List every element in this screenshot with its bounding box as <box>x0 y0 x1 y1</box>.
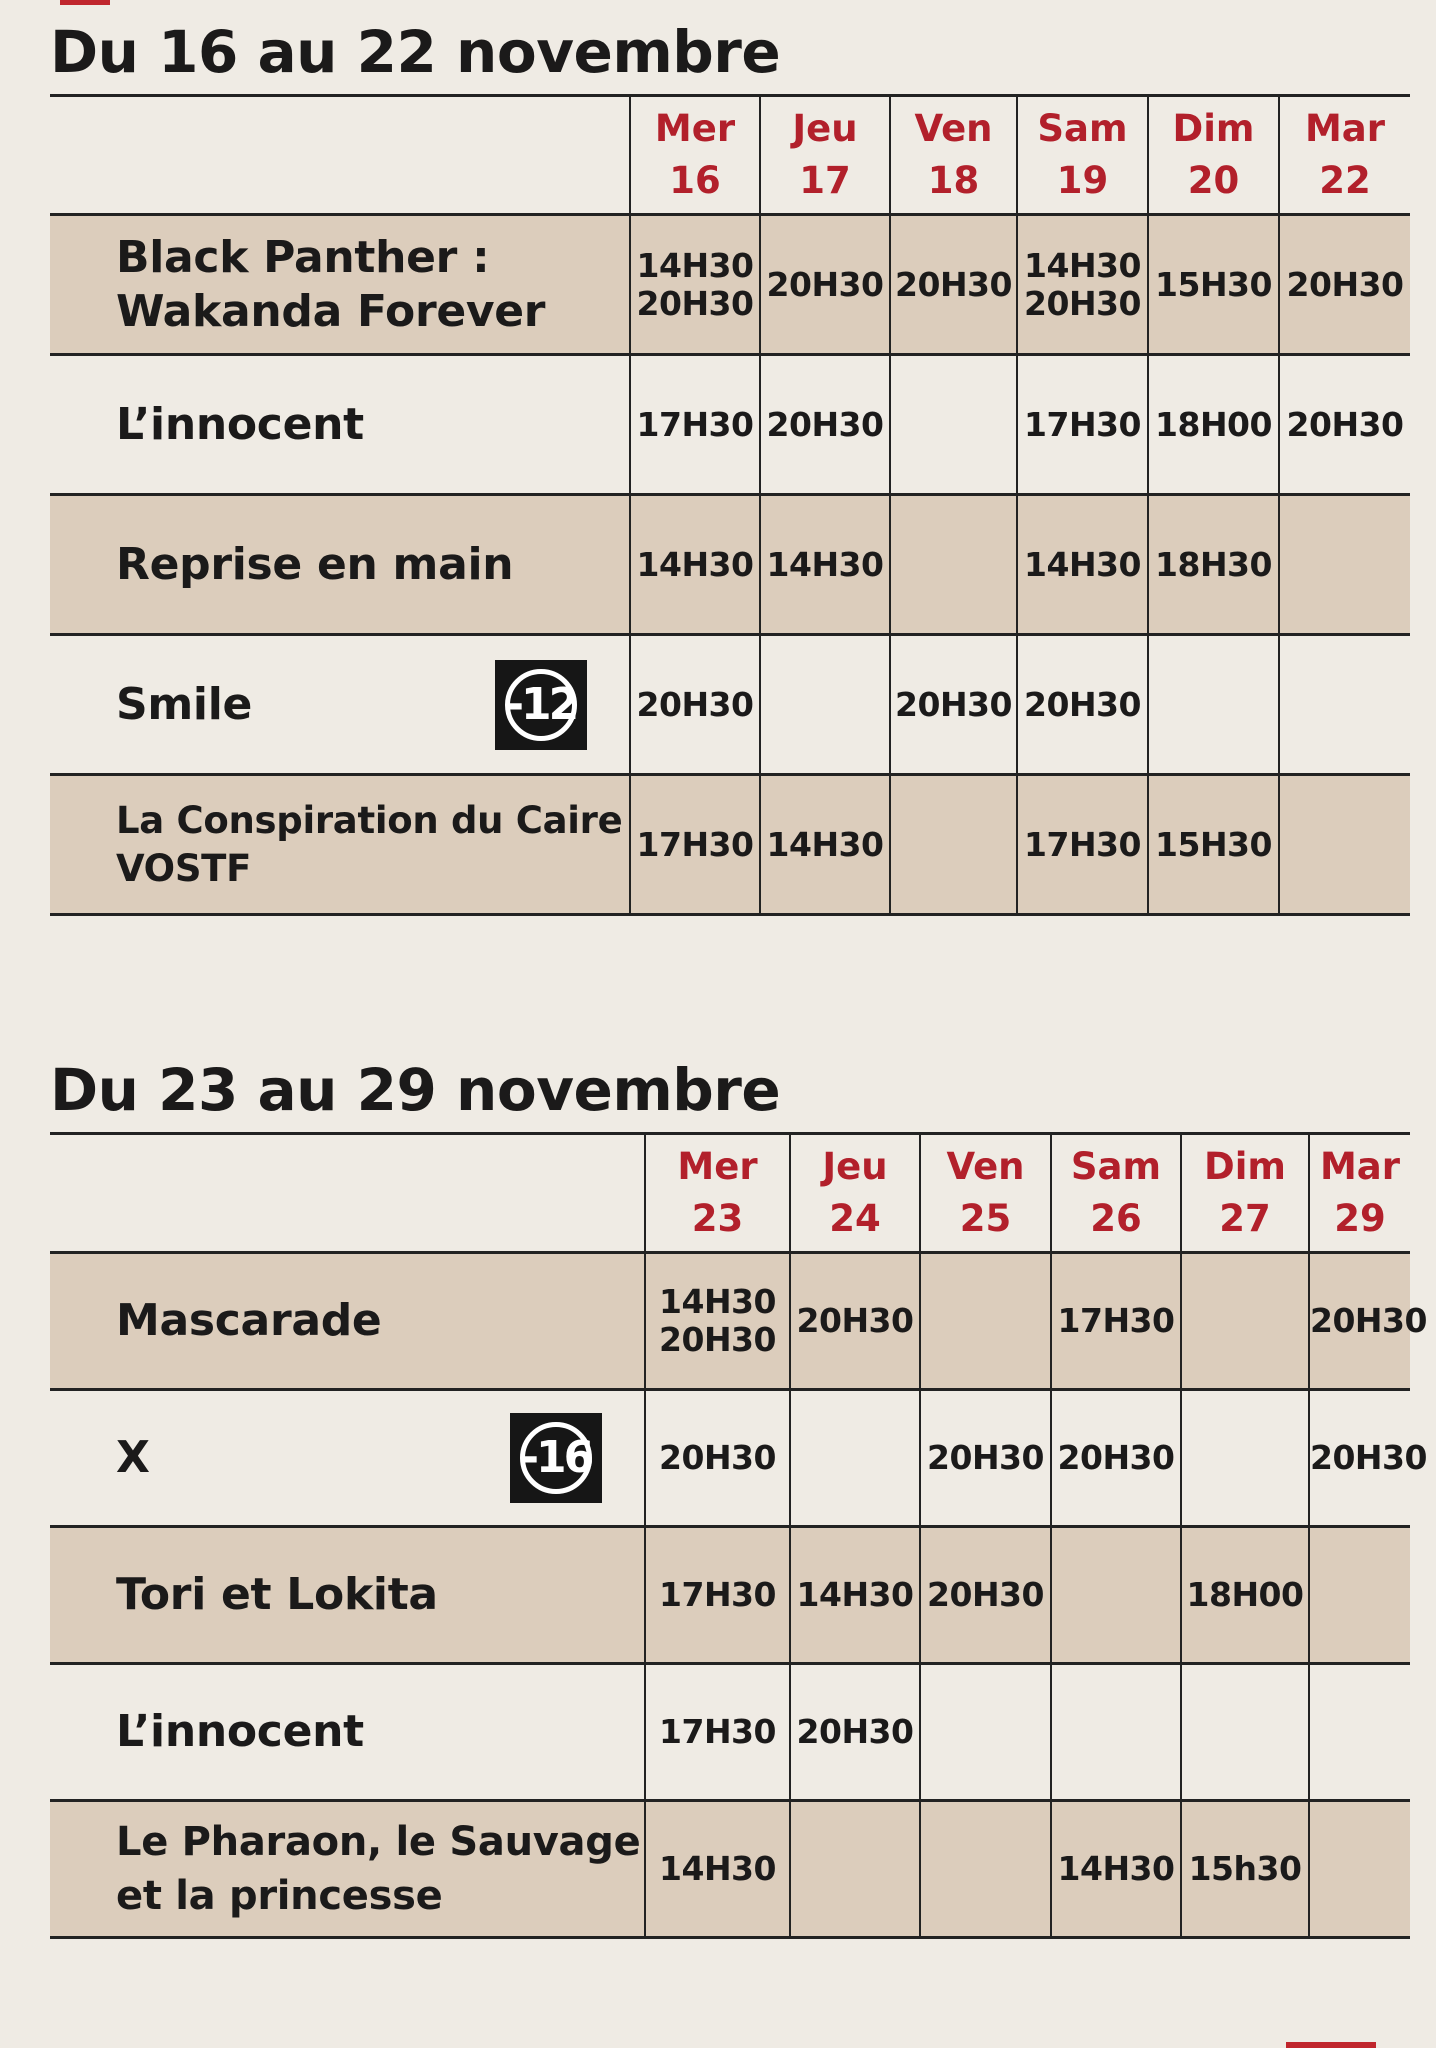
showtime-cell: 17H30 <box>645 1664 790 1801</box>
showtime-cell <box>920 1664 1051 1801</box>
showtime-cell <box>1181 1253 1309 1390</box>
day-number: 20 <box>1187 159 1240 202</box>
showtime-cell <box>890 355 1017 495</box>
showtime-cell <box>1309 1664 1410 1801</box>
film-title-line: VOSTF <box>116 846 252 890</box>
film-row <box>50 1390 1410 1527</box>
age-rating-badge <box>510 1413 602 1503</box>
day-header <box>1279 96 1410 215</box>
film-title-line: Wakanda Forever <box>116 285 546 337</box>
film-title: Mascarade <box>50 1253 645 1390</box>
showtime-cell <box>920 1253 1051 1390</box>
film-row <box>50 635 1410 775</box>
showtime-cell: 14H30 <box>1051 1801 1181 1938</box>
film-row <box>50 215 1410 355</box>
day-header <box>1017 96 1148 215</box>
showtime-cell <box>790 1801 920 1938</box>
day-number: 23 <box>691 1197 744 1240</box>
showtime-cell: 20H30 <box>1309 1253 1410 1390</box>
film-title: L’innocent <box>50 355 630 495</box>
showtime-cell: 20H30 <box>630 635 760 775</box>
week-section-2 <box>50 1048 1430 1939</box>
film-row <box>50 495 1410 635</box>
showtime-cell <box>1279 635 1410 775</box>
header-corner <box>50 96 630 215</box>
film-title: Reprise en main <box>50 495 630 635</box>
showtime-cell: 14H30 20H30 <box>1017 215 1148 355</box>
film-title: L’innocent <box>50 1664 645 1801</box>
showtime-cell: 20H30 <box>790 1253 920 1390</box>
age-rating-badge <box>495 660 587 750</box>
day-name: Ven <box>914 107 993 150</box>
day-name: Sam <box>1070 1145 1162 1188</box>
showtime-cell <box>1051 1527 1181 1664</box>
day-header <box>1148 96 1279 215</box>
showtime-cell <box>1279 775 1410 915</box>
showtime-cell <box>890 495 1017 635</box>
showtime-cell: 14H30 <box>645 1801 790 1938</box>
film-title-line: La Conspiration du Caire <box>116 798 623 842</box>
day-name: Mar <box>1304 107 1386 150</box>
film-title: Tori et Lokita <box>50 1527 645 1664</box>
week-section-1 <box>50 10 1430 916</box>
film-title <box>50 215 630 355</box>
showtime-cell: 15H30 <box>1148 775 1279 915</box>
day-name: Dim <box>1172 107 1255 150</box>
showtime-cell: 20H30 <box>890 215 1017 355</box>
day-name: Dim <box>1204 1145 1286 1188</box>
showtime-cell: 14H30 <box>760 775 890 915</box>
showtime-cell: 14H30 <box>760 495 890 635</box>
day-name: Sam <box>1037 107 1128 150</box>
showtime-cell: 20H30 <box>890 635 1017 775</box>
day-name: Mer <box>677 1145 758 1188</box>
week-title: Du 16 au 22 novembre <box>50 18 781 86</box>
schedule-table <box>50 94 1410 916</box>
film-title-line: et la princesse <box>116 1873 443 1919</box>
showtime-cell: 20H30 <box>790 1664 920 1801</box>
showtime-cell <box>790 1390 920 1527</box>
showtime-cell <box>1309 1801 1410 1938</box>
day-header <box>1181 1134 1309 1253</box>
showtime-cell <box>890 775 1017 915</box>
film-title-line: Black Panther : <box>116 231 490 283</box>
day-header <box>630 96 760 215</box>
showtime-cell: 17H30 <box>630 775 760 915</box>
showtime-cell: 17H30 <box>630 355 760 495</box>
film-title-line: Le Pharaon, le Sauvage <box>116 1819 641 1865</box>
showtime-cell: 14H30 20H30 <box>645 1253 790 1390</box>
showtime-cell: 20H30 <box>1279 355 1410 495</box>
showtime-cell: 20H30 <box>760 215 890 355</box>
header-corner <box>50 1134 645 1253</box>
showtime-cell: 20H30 <box>920 1390 1051 1527</box>
day-header <box>760 96 890 215</box>
showtime-cell: 14H30 <box>1017 495 1148 635</box>
film-title-line: Smile <box>116 678 253 730</box>
day-number: 24 <box>829 1197 881 1240</box>
showtime-cell: 18H30 <box>1148 495 1279 635</box>
showtime-cell: 14H30 <box>790 1527 920 1664</box>
showtime-cell: 20H30 <box>1051 1390 1181 1527</box>
showtime-cell <box>1279 495 1410 635</box>
showtime-cell <box>760 635 890 775</box>
film-title <box>50 775 630 915</box>
showtime-cell: 14H30 <box>630 495 760 635</box>
film-row <box>50 1253 1410 1390</box>
day-number: 26 <box>1090 1197 1142 1240</box>
showtime-cell: 15h30 <box>1181 1801 1309 1938</box>
red-corner-mark <box>60 0 110 5</box>
showtime-cell <box>1181 1390 1309 1527</box>
film-title-line: X <box>116 1432 150 1483</box>
film-row <box>50 355 1410 495</box>
showtime-cell <box>920 1801 1051 1938</box>
day-name: Jeu <box>822 1145 888 1188</box>
film-row <box>50 1801 1410 1938</box>
showtime-cell: 17H30 <box>645 1527 790 1664</box>
day-number: 17 <box>799 159 851 202</box>
day-header <box>1051 1134 1181 1253</box>
day-name: Jeu <box>792 107 858 150</box>
showtime-cell <box>1181 1664 1309 1801</box>
day-name: Ven <box>946 1145 1025 1188</box>
showtime-cell: 18H00 <box>1148 355 1279 495</box>
showtime-cell: 15H30 <box>1148 215 1279 355</box>
showtime-cell: 17H30 <box>1017 355 1148 495</box>
film-row <box>50 1664 1410 1801</box>
day-number: 16 <box>669 159 721 202</box>
film-title <box>50 635 630 775</box>
showtime-cell: 17H30 <box>1051 1253 1181 1390</box>
film-row <box>50 775 1410 915</box>
day-name: Mar <box>1319 1145 1401 1188</box>
film-title <box>50 1801 645 1938</box>
day-header <box>645 1134 790 1253</box>
schedule-table <box>50 1132 1427 1939</box>
day-number: 18 <box>927 159 980 202</box>
showtime-cell: 20H30 <box>645 1390 790 1527</box>
showtime-cell: 20H30 <box>1279 215 1410 355</box>
day-number: 25 <box>959 1197 1012 1240</box>
showtime-cell: 20H30 <box>760 355 890 495</box>
week-title: Du 23 au 29 novembre <box>50 1056 781 1124</box>
showtime-cell <box>1309 1527 1410 1664</box>
showtime-cell <box>1051 1664 1181 1801</box>
showtime-cell: 14H30 20H30 <box>630 215 760 355</box>
showtime-cell: 20H30 <box>1017 635 1148 775</box>
showtime-cell: 20H30 <box>920 1527 1051 1664</box>
day-number: 29 <box>1334 1197 1386 1240</box>
day-number: 19 <box>1056 159 1109 202</box>
film-title <box>50 1390 645 1527</box>
day-number: 22 <box>1319 159 1371 202</box>
showtime-cell: 20H30 <box>1309 1390 1410 1527</box>
day-header <box>920 1134 1051 1253</box>
day-number: 27 <box>1219 1197 1271 1240</box>
day-header-row <box>50 1134 1410 1253</box>
day-header-row <box>50 96 1410 215</box>
rating-label: -12 <box>505 669 577 741</box>
day-header <box>790 1134 920 1253</box>
showtime-cell: 18H00 <box>1181 1527 1309 1664</box>
showtime-cell: 17H30 <box>1017 775 1148 915</box>
rating-label: -16 <box>520 1422 592 1494</box>
showtime-cell <box>1148 635 1279 775</box>
day-header <box>1309 1134 1410 1253</box>
day-header <box>890 96 1017 215</box>
film-row <box>50 1527 1410 1664</box>
day-name: Mer <box>654 107 736 150</box>
red-corner-mark <box>1286 2042 1376 2048</box>
